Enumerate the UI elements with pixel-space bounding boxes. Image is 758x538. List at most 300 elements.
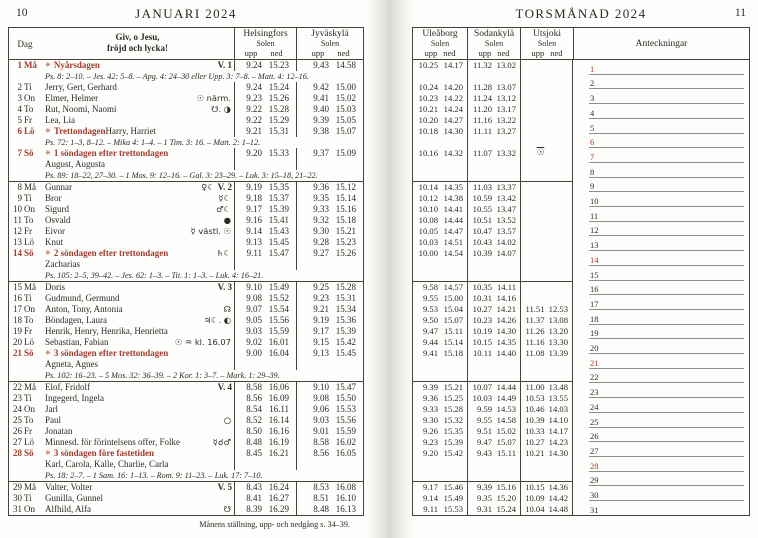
calendar-day-row bbox=[9, 415, 363, 426]
weekday-abbreviation: Må bbox=[24, 482, 36, 492]
sunrise-time: 8.39 bbox=[246, 504, 262, 514]
jyvaskyla-sun-times bbox=[296, 215, 363, 226]
sunrise-time: 9.30 bbox=[422, 415, 438, 425]
calendar-day-row bbox=[9, 115, 363, 126]
helsingfors-sun-times bbox=[234, 304, 296, 315]
day-number: 5 bbox=[17, 115, 22, 125]
weekday-abbreviation: Må bbox=[24, 60, 37, 70]
utsjoki-sun-times bbox=[520, 493, 572, 504]
note-line bbox=[589, 163, 744, 178]
sodankyla-sun-times bbox=[467, 93, 520, 104]
holiday-name: 3 söndagen före fastetiden bbox=[53, 448, 154, 458]
name-day-names: Valter, Volter bbox=[45, 482, 93, 492]
sunset-time: 13.52 bbox=[496, 215, 516, 225]
sunrise-time: 11.24 bbox=[472, 93, 492, 103]
weekday-abbreviation: Ti bbox=[24, 493, 32, 503]
uleaborg-sun-times bbox=[413, 170, 467, 181]
sunset-time: 15.29 bbox=[268, 115, 289, 125]
sunset-time: 14.30 bbox=[443, 126, 463, 136]
sunrise-time: 9.19 bbox=[246, 182, 262, 192]
name-cell bbox=[41, 337, 234, 348]
jyvaskyla-sun-times bbox=[296, 448, 363, 459]
calendar-day-row bbox=[9, 304, 363, 315]
calendar-day-row bbox=[9, 182, 363, 193]
sunset-time: 15.24 bbox=[496, 504, 516, 514]
day-number: 9 bbox=[17, 193, 22, 203]
astro-symbols: ☉ närm. bbox=[196, 93, 231, 103]
name-cell bbox=[41, 104, 234, 115]
sunset-time: 14.47 bbox=[443, 226, 463, 236]
sunset-time: 14.10 bbox=[548, 415, 568, 425]
sunrise-label: upp bbox=[478, 48, 492, 58]
sunrise-time: 8.56 bbox=[313, 448, 329, 458]
sunrise-time: 9.08 bbox=[313, 393, 329, 403]
utsjoki-sun-times bbox=[520, 126, 572, 137]
calendar-day-row bbox=[9, 215, 363, 226]
day-number: 13 bbox=[13, 237, 22, 247]
day-cell bbox=[9, 82, 41, 93]
calendar-day-row bbox=[9, 237, 363, 248]
sunrise-time: 9.36 bbox=[422, 393, 438, 403]
helsingfors-sun-times bbox=[234, 459, 296, 470]
sunrise-time: 10.23 bbox=[472, 315, 492, 325]
sunset-time: 15.37 bbox=[268, 193, 289, 203]
note-line bbox=[589, 428, 744, 443]
sunset-time: 15.26 bbox=[335, 248, 356, 258]
sodankyla-sun-times bbox=[467, 137, 520, 148]
sodankyla-sun-times bbox=[467, 370, 520, 381]
day-number: 14 bbox=[13, 248, 22, 258]
name-cell bbox=[41, 248, 234, 259]
scripture-readings-row: Ps. 18: 2–7. – 1 Sam. 16: 1–13. – Rom. 9: 11–23. – Luk. 17: 7–10. bbox=[45, 471, 263, 480]
notes-column-header: Anteckningar bbox=[573, 28, 749, 59]
note-line-number: 7 bbox=[590, 151, 595, 162]
sunset-time: 15.21 bbox=[335, 226, 356, 236]
sunrise-time: 10.21 bbox=[525, 448, 545, 458]
astro-symbols: ☿☌♂ bbox=[212, 437, 231, 447]
sunset-label: ned bbox=[270, 48, 283, 58]
sunset-time: 16.04 bbox=[268, 348, 289, 358]
sodankyla-sun-times bbox=[467, 304, 520, 315]
uleaborg-sun-times bbox=[413, 115, 467, 126]
sunrise-time: 10.07 bbox=[472, 382, 492, 392]
note-line-number: 31 bbox=[590, 504, 599, 515]
name-cell bbox=[41, 415, 234, 426]
sunset-label: ned bbox=[443, 48, 456, 58]
sodankyla-sun-times bbox=[467, 448, 520, 459]
weekday-abbreviation: Må bbox=[24, 382, 36, 392]
calendar-day-row bbox=[9, 93, 363, 104]
sunset-time: 15.31 bbox=[335, 293, 356, 303]
sunrise-time: 8.48 bbox=[246, 437, 262, 447]
sodankyla-sun-times bbox=[467, 115, 520, 126]
day-number: 18 bbox=[13, 315, 22, 325]
calendar-day-row bbox=[9, 126, 363, 137]
helsingfors-sun-times bbox=[234, 182, 296, 193]
sunrise-time: 8.56 bbox=[246, 393, 262, 403]
note-line-number: 19 bbox=[590, 328, 599, 339]
sunrise-time: 9.28 bbox=[313, 237, 329, 247]
sun-times-row bbox=[413, 504, 572, 515]
sunrise-time: 8.41 bbox=[246, 493, 262, 503]
sunset-time: 13.32 bbox=[496, 148, 516, 158]
uleaborg-sun-times bbox=[413, 215, 467, 226]
sunset-time: 15.53 bbox=[443, 504, 463, 514]
note-line-number: 24 bbox=[590, 401, 599, 412]
name-cell bbox=[41, 82, 234, 93]
astro-symbols: ☋. ◑ bbox=[211, 104, 231, 114]
weekday-abbreviation: To bbox=[24, 415, 34, 425]
calendar-day-row bbox=[9, 404, 363, 415]
utsjoki-sun-times bbox=[520, 315, 572, 326]
sunrise-time: 9.23 bbox=[313, 293, 329, 303]
sunrise-time: 10.16 bbox=[418, 148, 438, 158]
week-block bbox=[413, 482, 572, 515]
uleaborg-sun-times bbox=[413, 482, 467, 493]
day-number: 2 bbox=[17, 82, 22, 92]
calendar-day-row bbox=[9, 204, 363, 215]
day-cell bbox=[9, 93, 41, 104]
calendar-day-row bbox=[9, 348, 363, 359]
day-number: 3 bbox=[17, 93, 22, 103]
uleaborg-sun-times bbox=[413, 237, 467, 248]
sunrise-time: 10.19 bbox=[472, 326, 492, 336]
sunset-time: 15.43 bbox=[268, 226, 289, 236]
note-line bbox=[589, 148, 744, 163]
sunset-time: 15.47 bbox=[335, 382, 356, 392]
name-cell bbox=[41, 60, 234, 71]
spacer-row bbox=[413, 159, 572, 170]
day-number: 25 bbox=[13, 415, 22, 425]
city-header-uleaborg: Uleåborg Solen upp ned bbox=[422, 29, 458, 58]
sunrise-time: 9.11 bbox=[423, 504, 438, 514]
day-number: 8 bbox=[17, 182, 22, 192]
note-line-number: 9 bbox=[590, 181, 595, 192]
name-cell bbox=[41, 504, 234, 515]
name-day-names: Minnesd. för förintelsens offer, Folke bbox=[45, 437, 180, 447]
sunrise-time: 9.05 bbox=[246, 315, 262, 325]
utsjoki-sun-times bbox=[520, 293, 572, 304]
utsjoki-sun-times bbox=[520, 304, 572, 315]
calendar-day-row bbox=[9, 60, 363, 71]
holiday-flag-icon: ✳ bbox=[45, 127, 51, 135]
astro-symbols: ♄☾ bbox=[216, 248, 231, 258]
sun-times-row bbox=[413, 182, 572, 193]
holiday-name: 1 söndagen efter trettondagen bbox=[53, 148, 169, 158]
utsjoki-sun-times bbox=[520, 204, 572, 215]
weekday-abbreviation: Sö bbox=[24, 248, 34, 258]
sunset-time: 14.53 bbox=[496, 404, 516, 414]
sunrise-time: 9.10 bbox=[246, 282, 262, 292]
name-cell bbox=[41, 448, 234, 459]
note-line-number: 10 bbox=[590, 196, 599, 207]
sunset-time: 14.41 bbox=[443, 204, 463, 214]
name-cell bbox=[41, 215, 234, 226]
sunrise-time: 9.24 bbox=[246, 60, 262, 70]
sodankyla-sun-times bbox=[467, 104, 520, 115]
uleaborg-sun-times bbox=[413, 82, 467, 93]
sunset-time: 13.02 bbox=[496, 60, 516, 70]
sunrise-time: 10.43 bbox=[472, 237, 492, 247]
uleaborg-sun-times bbox=[413, 248, 467, 259]
note-line bbox=[589, 383, 744, 398]
note-line-number: 22 bbox=[590, 372, 599, 383]
utsjoki-sun-times bbox=[520, 282, 572, 293]
note-line-number: 21 bbox=[590, 357, 599, 368]
name-cell bbox=[41, 459, 234, 470]
sodankyla-sun-times bbox=[467, 315, 520, 326]
note-line-number: 3 bbox=[590, 93, 595, 104]
sodankyla-sun-times bbox=[467, 82, 520, 93]
utsjoki-sun-times bbox=[520, 71, 572, 82]
sunset-time: 15.23 bbox=[268, 60, 289, 70]
sunrise-time: 8.48 bbox=[313, 504, 329, 514]
sunset-time: 15.52 bbox=[268, 293, 289, 303]
utsjoki-sun-times bbox=[520, 393, 572, 404]
utsjoki-sun-times bbox=[520, 115, 572, 126]
sunset-time: 14.51 bbox=[443, 237, 463, 247]
uleaborg-sun-times bbox=[413, 426, 467, 437]
right-page-number: 11 bbox=[734, 7, 746, 19]
sunrise-time: 11.03 bbox=[472, 182, 492, 192]
sun-times-row bbox=[413, 348, 572, 359]
sodankyla-sun-times bbox=[467, 259, 520, 270]
sun-times-row bbox=[413, 215, 572, 226]
sodankyla-sun-times bbox=[467, 326, 520, 337]
sunrise-time: 9.32 bbox=[313, 215, 329, 225]
sunrise-time: 10.00 bbox=[418, 248, 438, 258]
city-header-sodankyla: Sodankylä Solen upp ned bbox=[467, 28, 520, 59]
jyvaskyla-sun-times bbox=[296, 226, 363, 237]
note-line bbox=[589, 134, 744, 149]
sun-times-row bbox=[413, 337, 572, 348]
sunset-time: 14.03 bbox=[548, 404, 568, 414]
sunrise-time: 10.09 bbox=[525, 493, 545, 503]
day-number: 17 bbox=[13, 304, 22, 314]
sodankyla-sun-times bbox=[467, 170, 520, 181]
sun-times-row bbox=[413, 126, 572, 137]
calendar-day-row bbox=[9, 504, 363, 515]
sun-table-body bbox=[413, 60, 749, 515]
weekday-abbreviation: Lö bbox=[24, 126, 35, 136]
week-block bbox=[9, 482, 363, 515]
sodankyla-sun-times bbox=[467, 237, 520, 248]
sunset-time: 15.11 bbox=[496, 448, 516, 458]
note-line-number: 4 bbox=[590, 107, 595, 118]
sunset-time: 15.33 bbox=[268, 148, 289, 158]
note-line bbox=[589, 281, 744, 296]
helsingfors-sun-times bbox=[234, 493, 296, 504]
uleaborg-sun-times bbox=[413, 448, 467, 459]
sunset-time: 16.05 bbox=[335, 448, 356, 458]
sunset-time: 14.48 bbox=[548, 504, 568, 514]
sunset-time: 15.39 bbox=[268, 204, 289, 214]
day-cell bbox=[9, 504, 41, 515]
week-block bbox=[9, 60, 363, 182]
sunrise-time: 11.11 bbox=[473, 126, 492, 136]
sunset-time: 15.26 bbox=[268, 93, 289, 103]
sunrise-time: 10.39 bbox=[472, 248, 492, 258]
sunrise-time: 10.55 bbox=[472, 204, 492, 214]
helsingfors-sun-times bbox=[234, 448, 296, 459]
sunset-time: 16.24 bbox=[268, 482, 289, 492]
astro-symbols: ☋ bbox=[223, 504, 231, 514]
helsingfors-sun-times bbox=[234, 159, 296, 170]
sunset-time: 15.00 bbox=[443, 293, 463, 303]
sunrise-time: 10.05 bbox=[418, 226, 438, 236]
calendar-day-row bbox=[9, 448, 363, 459]
day-cell bbox=[9, 348, 41, 359]
sunrise-time: 9.59 bbox=[476, 404, 492, 414]
uleaborg-sun-times bbox=[413, 182, 467, 193]
sunset-time: 14.58 bbox=[496, 415, 516, 425]
sunset-time: 14.11 bbox=[496, 282, 516, 292]
utsjoki-sun-times bbox=[520, 437, 572, 448]
name-day-names: Jerry, Gert, Gerhard bbox=[45, 82, 117, 92]
sunset-time: 15.35 bbox=[268, 182, 289, 192]
name-day-names: Ingegerd, Ingela bbox=[45, 393, 104, 403]
note-line-number: 30 bbox=[590, 490, 599, 501]
note-line bbox=[589, 398, 744, 413]
sunrise-time: 8.58 bbox=[246, 382, 262, 392]
left-page-header bbox=[8, 6, 364, 23]
sunrise-time: 9.53 bbox=[422, 304, 438, 314]
sodankyla-sun-times bbox=[467, 215, 520, 226]
sunset-time: 15.53 bbox=[335, 404, 356, 414]
sunset-time: 15.39 bbox=[443, 437, 463, 447]
day-number: 29 bbox=[13, 482, 22, 492]
sunset-time: 13.27 bbox=[496, 126, 516, 136]
sunset-time: 15.02 bbox=[335, 93, 356, 103]
name-cell bbox=[41, 182, 234, 193]
name-cell bbox=[41, 237, 234, 248]
day-cell bbox=[9, 404, 41, 415]
note-line bbox=[589, 192, 744, 207]
sunset-time: 15.23 bbox=[335, 237, 356, 247]
sunset-time: 15.31 bbox=[268, 126, 289, 136]
note-line-number: 27 bbox=[590, 445, 599, 456]
note-line-number: 13 bbox=[590, 240, 599, 251]
utsjoki-sun-times bbox=[520, 359, 572, 370]
uleaborg-sun-times bbox=[413, 415, 467, 426]
sunset-time: 13.37 bbox=[496, 182, 516, 192]
sunrise-time: 9.38 bbox=[313, 126, 329, 136]
utsjoki-sun-times bbox=[520, 226, 572, 237]
weekday-abbreviation: To bbox=[24, 315, 34, 325]
name-cell bbox=[41, 304, 234, 315]
sunset-time: 15.56 bbox=[268, 315, 289, 325]
sunset-time: 14.44 bbox=[443, 215, 463, 225]
utsjoki-sun-times bbox=[520, 104, 572, 115]
weekday-abbreviation: Fr bbox=[24, 115, 33, 125]
name-cell bbox=[41, 93, 234, 104]
sunset-time: 16.29 bbox=[268, 504, 289, 514]
day-number: 31 bbox=[13, 504, 22, 514]
sun-times-row bbox=[413, 304, 572, 315]
sunrise-time: 9.41 bbox=[313, 93, 329, 103]
sunset-time: 15.59 bbox=[335, 426, 356, 436]
sunset-time: 16.08 bbox=[335, 482, 356, 492]
sunrise-time: 9.50 bbox=[422, 315, 438, 325]
sunrise-time: 9.23 bbox=[246, 93, 262, 103]
sunset-time: 15.00 bbox=[335, 82, 356, 92]
sunrise-time: 9.20 bbox=[422, 448, 438, 458]
name-cell bbox=[41, 204, 234, 215]
jyvaskyla-sun-times bbox=[296, 248, 363, 259]
utsjoki-sun-times bbox=[520, 448, 572, 459]
sunset-time: 16.06 bbox=[268, 382, 289, 392]
day-cell bbox=[9, 304, 41, 315]
sun-times-row bbox=[413, 404, 572, 415]
note-line bbox=[589, 442, 744, 457]
jyvaskyla-sun-times bbox=[296, 337, 363, 348]
uleaborg-sun-times bbox=[413, 159, 467, 170]
sunset-time: 16.02 bbox=[335, 437, 356, 447]
sunrise-time: 8.54 bbox=[246, 404, 262, 414]
astro-symbols: ☉ ♒ kl. 16.07 bbox=[174, 337, 231, 347]
sunset-time: 15.12 bbox=[335, 182, 356, 192]
calendar-day-row bbox=[9, 282, 363, 293]
weekday-abbreviation: To bbox=[24, 104, 34, 114]
calendar-day-row bbox=[9, 493, 363, 504]
weekday-abbreviation: On bbox=[24, 304, 35, 314]
uleaborg-sun-times bbox=[413, 370, 467, 381]
name-cell bbox=[41, 493, 234, 504]
utsjoki-sun-times bbox=[520, 193, 572, 204]
note-line-number: 29 bbox=[590, 475, 599, 486]
sunset-time: 15.42 bbox=[335, 337, 356, 347]
sodankyla-sun-times bbox=[467, 382, 520, 393]
name-day-names: Sebastian, Fabian bbox=[45, 337, 109, 347]
sunrise-time: 9.35 bbox=[476, 493, 492, 503]
note-line bbox=[589, 207, 744, 222]
day-number: 12 bbox=[13, 226, 22, 236]
utsjoki-sun-times bbox=[520, 215, 572, 226]
sunset-time: 14.02 bbox=[496, 237, 516, 247]
sunset-time: 16.10 bbox=[335, 493, 356, 503]
sunset-time: 14.26 bbox=[496, 315, 516, 325]
day-number: 6 bbox=[17, 126, 22, 136]
sunset-time: 15.20 bbox=[496, 493, 516, 503]
sunrise-time: 9.27 bbox=[313, 248, 329, 258]
sunrise-time: 9.47 bbox=[422, 326, 438, 336]
week-block bbox=[9, 182, 363, 282]
sunrise-time: 10.21 bbox=[418, 104, 438, 114]
calendar-table bbox=[8, 27, 364, 516]
sunrise-time: 9.39 bbox=[313, 115, 329, 125]
sunset-time: 14.23 bbox=[548, 437, 568, 447]
name-day-names: Knut bbox=[45, 237, 63, 247]
uleaborg-sun-times bbox=[413, 326, 467, 337]
day-cell bbox=[9, 415, 41, 426]
day-cell bbox=[9, 359, 41, 370]
sunrise-time: 9.06 bbox=[313, 404, 329, 414]
day-cell bbox=[9, 182, 41, 193]
sunset-time: 15.45 bbox=[335, 348, 356, 358]
utsjoki-sun-times bbox=[520, 370, 572, 381]
month-motto bbox=[41, 28, 234, 59]
sunrise-time: 9.37 bbox=[313, 148, 329, 158]
sun-times-row bbox=[413, 415, 572, 426]
sunrise-time: 10.31 bbox=[472, 293, 492, 303]
sunrise-time: 11.16 bbox=[472, 115, 492, 125]
sunrise-time: 9.55 bbox=[476, 415, 492, 425]
sunset-time: 16.13 bbox=[335, 504, 356, 514]
sunrise-time: 9.11 bbox=[246, 248, 262, 258]
sunrise-time: 9.21 bbox=[313, 304, 329, 314]
right-page bbox=[412, 6, 750, 516]
sunrise-time: 11.00 bbox=[525, 382, 545, 392]
